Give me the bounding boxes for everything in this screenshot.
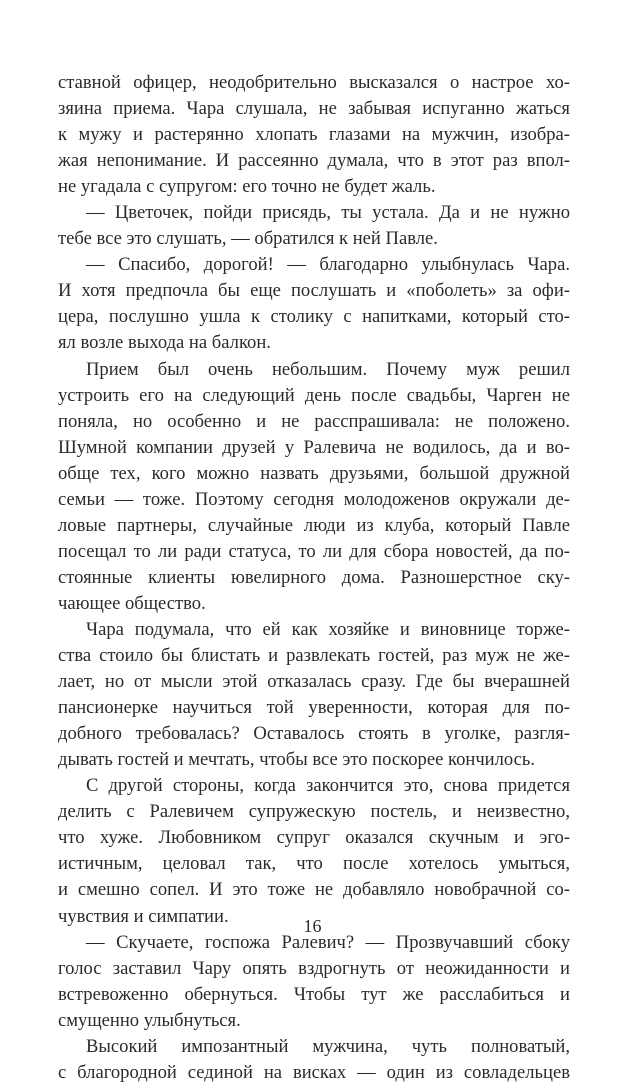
- text-line: С другой стороны, когда закончится это, снова придется: [86, 775, 570, 797]
- text-line: — Цветочек, пойди присядь, ты устала. Да и не нужно: [86, 202, 570, 224]
- text-line: стоянные клиенты ювелирного дома. Разношерстное ску-: [58, 566, 570, 588]
- text-line: зяина приема. Чара слушала, не забывая испуганно жаться: [58, 98, 570, 120]
- text-line: семьи — тоже. Поэтому сегодня молодоженов окружали де-: [58, 488, 570, 510]
- text-line: посещал то ли ради статуса, то ли для сбора новостей, да по-: [58, 540, 570, 562]
- text-line: Прием был очень небольшим. Почему муж решил: [86, 358, 570, 380]
- text-line: и смешно сопел. И это тоже не добавляло новобрачной со-: [58, 879, 570, 901]
- page-number: 16: [303, 916, 322, 936]
- text-line: — Спасибо, дорогой! — благодарно улыбнулась Чара.: [86, 254, 570, 276]
- text-line: жая непонимание. И рассеянно думала, что в этот раз впол-: [58, 150, 570, 172]
- text-line: голос заставил Чару опять вздрогнуть от неожиданности и: [58, 957, 570, 979]
- text-line: устроить его на следующий день после свадьбы, Чарген не: [58, 384, 570, 406]
- text-line: пансионерке научиться той уверенности, которая для по-: [58, 697, 570, 719]
- text-line: Высокий импозантный мужчина, чуть полноватый,: [86, 1035, 570, 1057]
- text-line: ял возле выхода на балкон.: [58, 332, 271, 354]
- text-line: цера, послушно ушла к столику с напитками, который сто-: [58, 306, 570, 328]
- text-line: ставной офицер, неодобрительно высказался о настрое хо-: [58, 72, 570, 93]
- text-line: лает, но от мысли этой отказалась сразу. Где бы вчерашней: [58, 671, 570, 693]
- text-line: — Скучаете, госпожа Ралевич? — Прозвучавший сбоку: [86, 931, 570, 953]
- text-line: истичным, целовал так, что после хотелось умыться,: [58, 853, 570, 875]
- text-line: добного требовалась? Оставалось стоять в уголке, разгля-: [58, 723, 570, 745]
- text-line: чувствия и симпатии.: [58, 905, 229, 927]
- text-line: что хуже. Любовником супруг оказался скучным и эго-: [58, 827, 570, 849]
- text-line: И хотя предпочла бы еще послушать и «поболеть» за офи-: [58, 280, 570, 302]
- text-line: ства стоило бы блистать и развлекать гостей, раз муж не же-: [58, 645, 570, 667]
- text-line: к мужу и растерянно хлопать глазами на мужчин, изобра-: [58, 124, 570, 146]
- text-line: смущенно улыбнуться.: [58, 1009, 241, 1031]
- text-line: Шумной компании друзей у Ралевича не водилось, да и во-: [58, 436, 570, 458]
- text-line: дывать гостей и мечтать, чтобы все это поскорее кончилось.: [58, 749, 536, 771]
- text-line: не угадала с супругом: его точно не будет жаль.: [58, 176, 436, 198]
- text-line: с благородной сединой на висках — один из совладельцев: [58, 1061, 570, 1083]
- text-line: чающее общество.: [58, 592, 206, 614]
- text-line: Чара подумала, что ей как хозяйке и виновнице торже-: [86, 618, 570, 640]
- text-line: тебе все это слушать, — обратился к ней Павле.: [58, 228, 438, 250]
- text-line: встревоженно обернуться. Чтобы тут же расслабиться и: [58, 983, 570, 1005]
- text-line: обще тех, кого можно назвать друзьями, большой дружной: [58, 462, 570, 484]
- text-line: поняла, но особенно и не расспрашивала: не положено.: [58, 410, 570, 432]
- text-line: делить с Ралевичем супружескую постель, и неизвестно,: [58, 801, 570, 823]
- text-line: ловые партнеры, случайные люди из клуба, который Павле: [58, 514, 570, 536]
